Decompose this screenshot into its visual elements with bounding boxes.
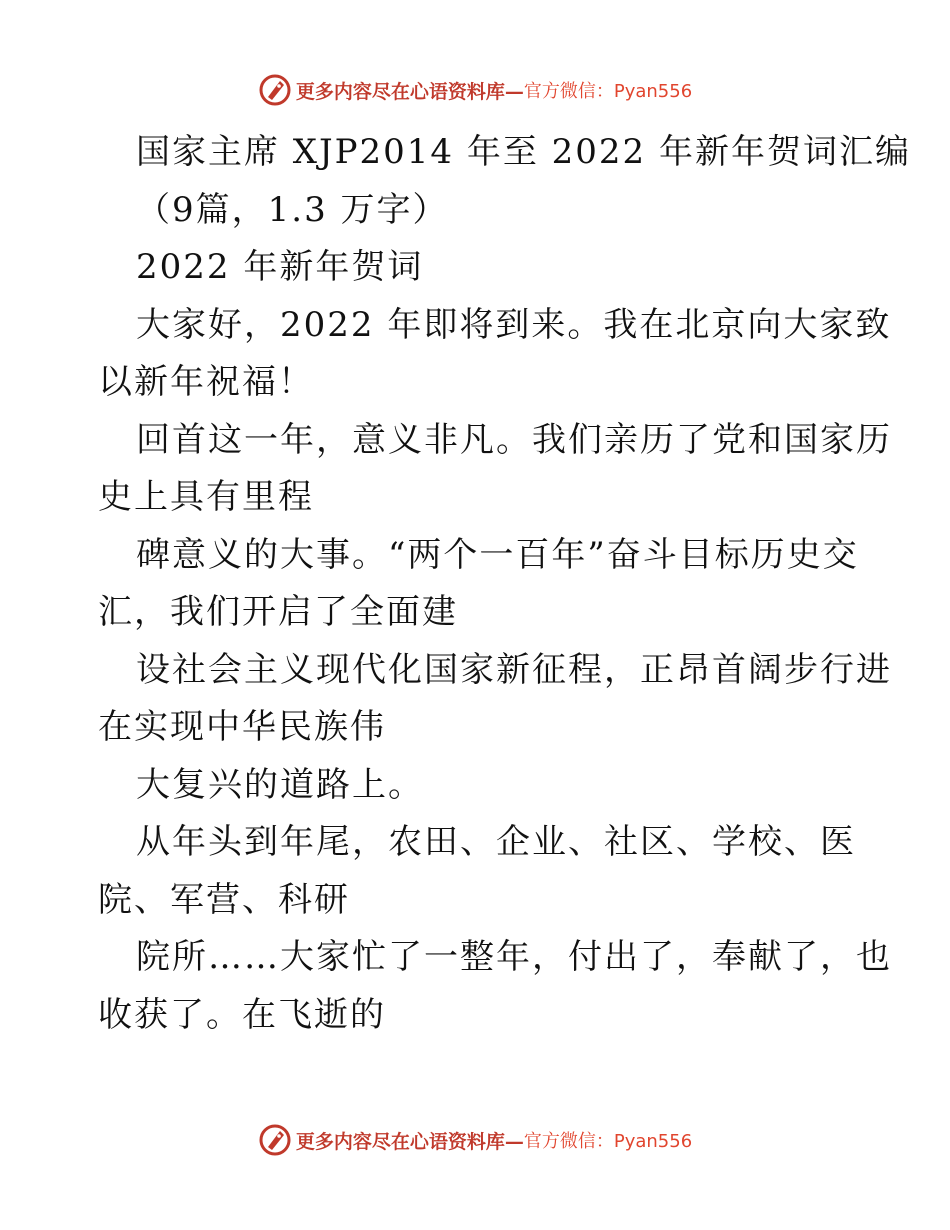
paragraph-line: 收获了。在飞逝的 [98,994,386,1035]
paragraph-line: 大复兴的道路上。 [136,764,424,805]
paragraph-line: 院、军营、科研 [98,879,350,920]
bottom-banner [0,1120,950,1160]
paragraph-line: 设社会主义现代化国家新征程，正昂首阔步行进 [136,649,892,690]
paragraph-line: 大家好，2022 年即将到来。我在北京向大家致 [136,304,892,345]
promo-text: 更多内容尽在心语资料库— [295,1130,524,1153]
promo-text: 更多内容尽在心语资料库— [295,80,524,103]
top-banner [0,70,950,110]
paragraph-line: 碑意义的大事。“两个一百年”奋斗目标历史交 [136,534,859,575]
paragraph-line: 从年头到年尾，农田、企业、社区、学校、医 [136,822,856,862]
paragraph-line: 汇，我们开启了全面建 [98,592,458,632]
paragraph-line: 史上具有里程 [98,477,314,517]
wechat-text: 官方微信：Pyan556 [523,81,693,102]
wechat-text: 官方微信：Pyan556 [523,1131,693,1152]
pen-nib-logo-icon [258,73,292,107]
paragraph-line: 院所……大家忙了一整年，付出了，奉献了，也 [136,937,892,977]
doc-subtitle-line: （9篇，1.3 万字） [136,189,449,230]
paragraph-line: 在实现中华民族伟 [98,707,386,747]
section-heading: 2022 年新年贺词 [136,247,424,287]
doc-title-line: 国家主席 XJP2014 年至 2022 年新年贺词汇编 [136,132,911,172]
paragraph-line: 回首这一年，意义非凡。我们亲历了党和国家历 [136,419,892,460]
document-body [98,124,911,1044]
pen-nib-logo-icon [258,1123,292,1157]
paragraph-line: 以新年祝福！ [98,362,314,402]
